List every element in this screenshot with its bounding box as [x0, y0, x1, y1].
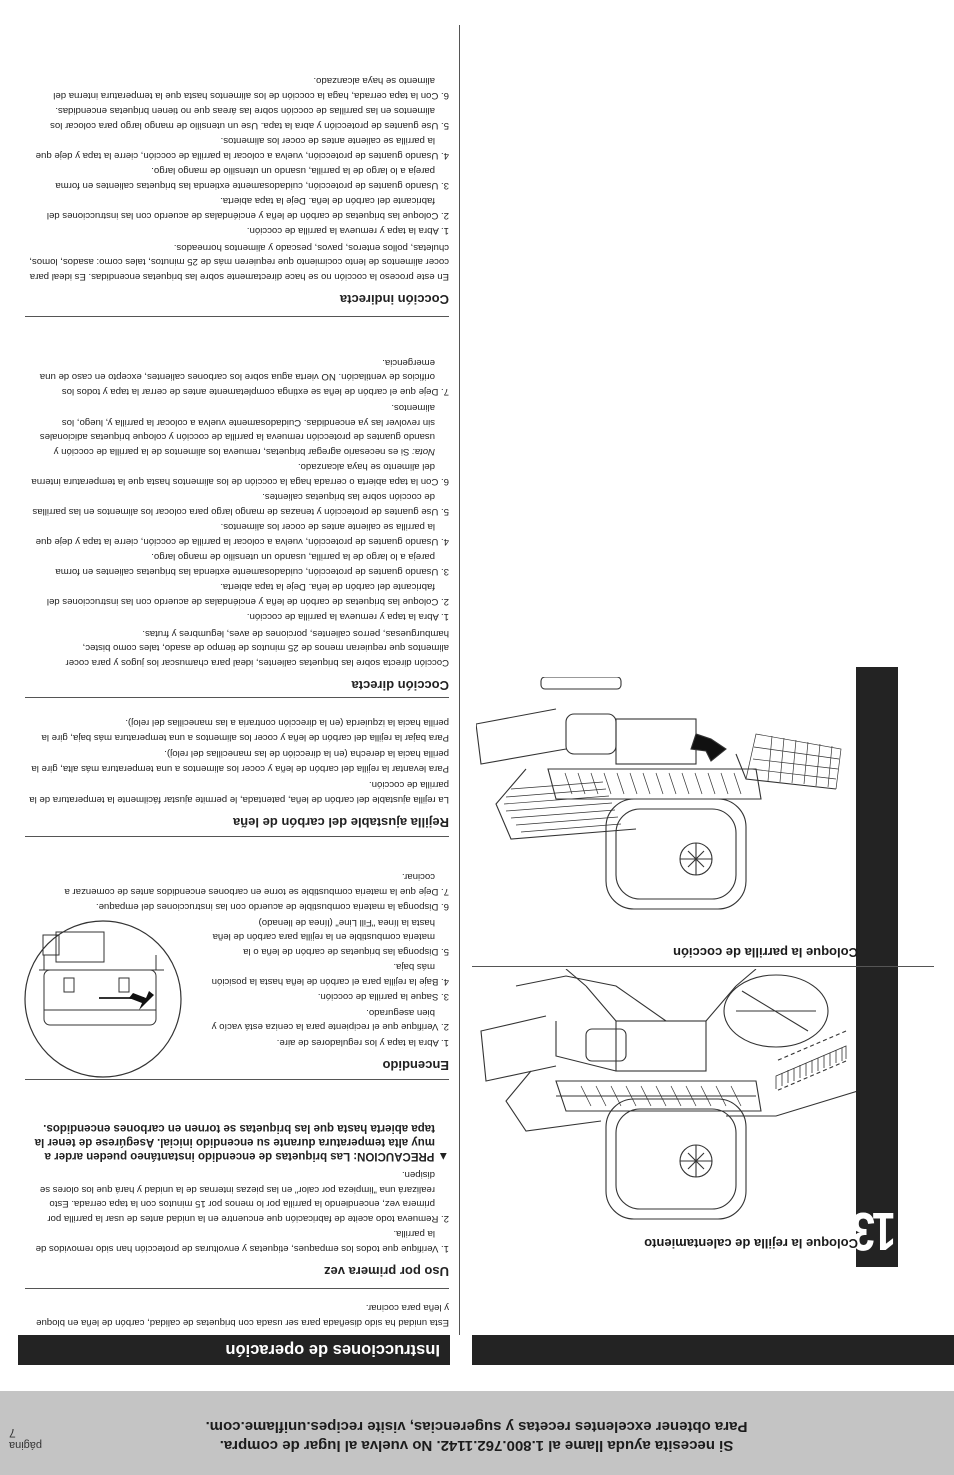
- cooking-grate-figure: [476, 677, 856, 939]
- list-item: 3. Usando guantes de protección, cuidadosamente extienda las briquetas calientes en forma pareja a lo largo de la parrilla, usando un utensilio de mango largo.: [55, 165, 449, 191]
- list-item: 7. Deje que el carbón de leña se extinga completamente antes de cerrar la tapa y todos los orificios de ventilación. NO vierta agua sobre los carbones calientes, excepto en caso de una emergencia.: [39, 357, 449, 397]
- list-item: 3. Saque la parrilla de cocción.: [317, 991, 449, 1003]
- warning-icon: ▲: [434, 1150, 449, 1162]
- indirect-intro: En este proceso la cocción no se hace directamente sobre las briquetas encendidas. Es ideal para cocer alimentos de lento cocimiento que requieren más de 25 minutos, tales como: asados, lomos, chuletas, pollos enteros, pavos, pescado y alimentos horneados.: [29, 242, 449, 282]
- list-item: 4. Baje la rejilla para el carbón de leña hasta la posición más baja.: [211, 961, 449, 987]
- grate-heading: Rejilla ajustable del carbón de leña: [232, 815, 449, 830]
- fill-line-detail-figure: [22, 918, 184, 1080]
- list-item: 3. Usando guantes de protección, cuidadosamente extienda las briquetas calientes en forma pareja a lo largo de la parrilla, usando un utensilio de mango largo.: [55, 551, 449, 577]
- grate-paragraph: Para levantar la rejilla del carbón de leña y cocer los alimentos a una temperatura más alta, gire la perilla hacia la derecha (en la dirección de las manecillas del reloj).: [31, 748, 449, 774]
- help-line-1: Si necesita ayuda llame al 1.800.762.1142. No vuelva al lugar de compra.: [219, 1437, 734, 1454]
- direct-section: [29, 354, 449, 694]
- intro-paragraph: Esta unidad ha sido diseñada para ser usada con briquetas de calidad, carbón de leña en bloque y leña para cocinar.: [36, 1302, 449, 1328]
- first-use-heading: Uso por primera vez: [324, 1264, 449, 1279]
- figure-divider: [472, 966, 934, 967]
- lighting-list-cont: [29, 869, 449, 914]
- first-use-list: [29, 1167, 449, 1255]
- first-use-section: [29, 1121, 449, 1279]
- direct-list: [29, 459, 449, 624]
- column-divider: [459, 25, 460, 1335]
- list-item: 2. Verifique que el recipiente para la ceniza está vacío y bien asegurado.: [211, 1007, 449, 1033]
- grate-paragraph: La rejilla ajustable del carbón de leña, patentada, le permite ajustar fácilmente la temperatura de la parrilla de cocción.: [29, 779, 449, 805]
- lighting-heading: Encendido: [382, 1058, 449, 1073]
- list-item: 6. Con la tapa cerrada, haga la cocción de los alimentos hasta que la temperatura interna del alimento se haya alcanzado.: [53, 75, 449, 101]
- help-line-2: Para obtener excelentes recetas y sugerencias, visite recipes.uniflame.com.: [205, 1418, 748, 1435]
- list-item: 7. Deje que la materia combustible se torne en carbones encendidos antes de comenzar a cocinar.: [64, 871, 449, 897]
- list-item: 2. Coloque las briquetas de carbón de leña y enciéndalas de acuerdo con las instrucciones del fabricante del carbón de leña. Deje la tapa abierta.: [46, 581, 449, 607]
- note-label: Nota:: [412, 446, 435, 457]
- list-item: 6. Disponga la materia combustible de acuerdo con las instrucciones del empaque.: [95, 901, 449, 913]
- rule-indirect: [25, 316, 449, 317]
- list-item: 6. Con la tapa abierta o cerrada haga la cocción de los alimentos hasta que la temperatura interna del alimento se haya alcanzado.: [31, 461, 449, 487]
- rule-grate: [25, 836, 449, 837]
- header-bar-right-column: [472, 1335, 954, 1365]
- intro-text: [29, 1300, 449, 1329]
- direct-list-cont: [29, 355, 449, 399]
- warming-rack-caption: Coloque la rejilla de calentamiento: [644, 1236, 858, 1251]
- intro-block: [29, 1298, 449, 1329]
- help-text: [199, 1417, 754, 1455]
- direct-heading: Cocción directa: [351, 678, 449, 693]
- list-item: 5. Use guantes de protección y tenazas de mango largo para colocar los alimentos en las parrillas de cocción sobre las briquetas calientes.: [32, 491, 449, 517]
- direct-intro: Cocción directa sobre las briquetas calientes, ideal para chamuscar los jugos y para cocer alimentos que requieran menos de 25 minutos de tiempo de asado, tales como bistec, hamburguesas, perros calientes, porciones de aves, legumbres y frutas.: [65, 628, 449, 668]
- list-item: 4. Usando guantes de protección, vuelva a colocar la parrilla de cocción, cierre la tapa y deje que la parrilla se caliente antes de cocer los alimentos.: [35, 135, 449, 161]
- lighting-list: [209, 915, 449, 1050]
- direct-note: [29, 400, 449, 458]
- list-item: 4. Usando guantes de protección, vuelva a colocar la parrilla de cocción, cierre la tapa y deje que la parrilla se caliente antes de cocer los alimentos.: [35, 521, 449, 547]
- rule-first-use: [25, 1288, 449, 1289]
- list-item: 5. Disponga las briquetas de carbón de leña o la materia combustible en la rejilla para carbón de leña hasta la línea "Fill Line" (línea de llenado): [212, 917, 449, 957]
- list-item: 2. Coloque las briquetas de carbón de leña y enciéndalas de acuerdo con las instrucciones del fabricante del carbón de leña. Deje la tapa abierta.: [46, 195, 449, 221]
- footer-band: [0, 1391, 954, 1475]
- note-text: Si es necesario agregar briquetas, remueva los alimentos de la parrilla de cocción y usando guantes de protección remueva la parrilla de cocción y coloque briquetas adicionales sin revolver las ya encendidas. Cuidadosamente vuelva a colocar la parrilla y, luego, los alimentos.: [39, 402, 435, 457]
- cooking-grate-caption: Coloque la parrilla de cocción: [673, 945, 858, 960]
- section-title: Instrucciones de operación: [225, 1341, 440, 1359]
- indirect-section: [29, 72, 449, 307]
- step-number-tab: [856, 667, 898, 1267]
- rule-direct: [25, 697, 449, 698]
- list-item: 5. Use guantes de protección y abra la tapa. Use un utensilio de mango largo para colocar los alimentos en las parrillas de cocción sobre las áreas que no tienen briquetas encendidas.: [50, 105, 449, 131]
- page-number: 7: [9, 1426, 16, 1440]
- list-item: 1. Abra la tapa y remueva la parrilla de cocción.: [246, 611, 449, 623]
- section-title-bar: [18, 1335, 450, 1365]
- grate-section: [29, 713, 449, 830]
- step-number: 13: [854, 1201, 896, 1261]
- indirect-heading: Cocción indirecta: [339, 292, 449, 307]
- indirect-list: [29, 73, 449, 238]
- warming-rack-figure: [476, 969, 856, 1231]
- grate-paragraph: Para bajar la rejilla del carbón de leña y cocer los alimentos a una temperatura más baja, gire la perilla hacia la izquierda (en la dirección contraria a las manecillas del reloj).: [41, 717, 449, 743]
- list-item: 1. Verifique que todos los empaques, etiquetas y envolturas de protección han sido removidos de la parrilla.: [35, 1228, 449, 1254]
- page-label: página: [9, 1439, 43, 1451]
- caution-text: [29, 1121, 449, 1163]
- list-item: 1. Abra la tapa y los reguladores de aire.: [276, 1037, 449, 1048]
- list-item: 1. Abra la tapa y remueva la parrilla de cocción.: [246, 225, 449, 237]
- list-item: 2. Remueva todo aceite de fabricación que encuentre en la unidad antes de usar la parrilla por primera vez, encendiendo la parrilla por lo menos por 15 minutos con la tapa cerrada. Esto realizará una "limpieza por calor" en las piezas internas de la unidad y hará que los olores se disipen.: [39, 1169, 449, 1224]
- caution-body: PRECAUCION: Las briquetas de encendido instantáneo pueden arder a muy alta temperatura durante su encendido inicial. Asegúrese de tener la tapa abierta hasta que las briquetas se tornen en carbones encendidos.: [34, 1122, 435, 1162]
- page-number-block: [9, 1427, 49, 1451]
